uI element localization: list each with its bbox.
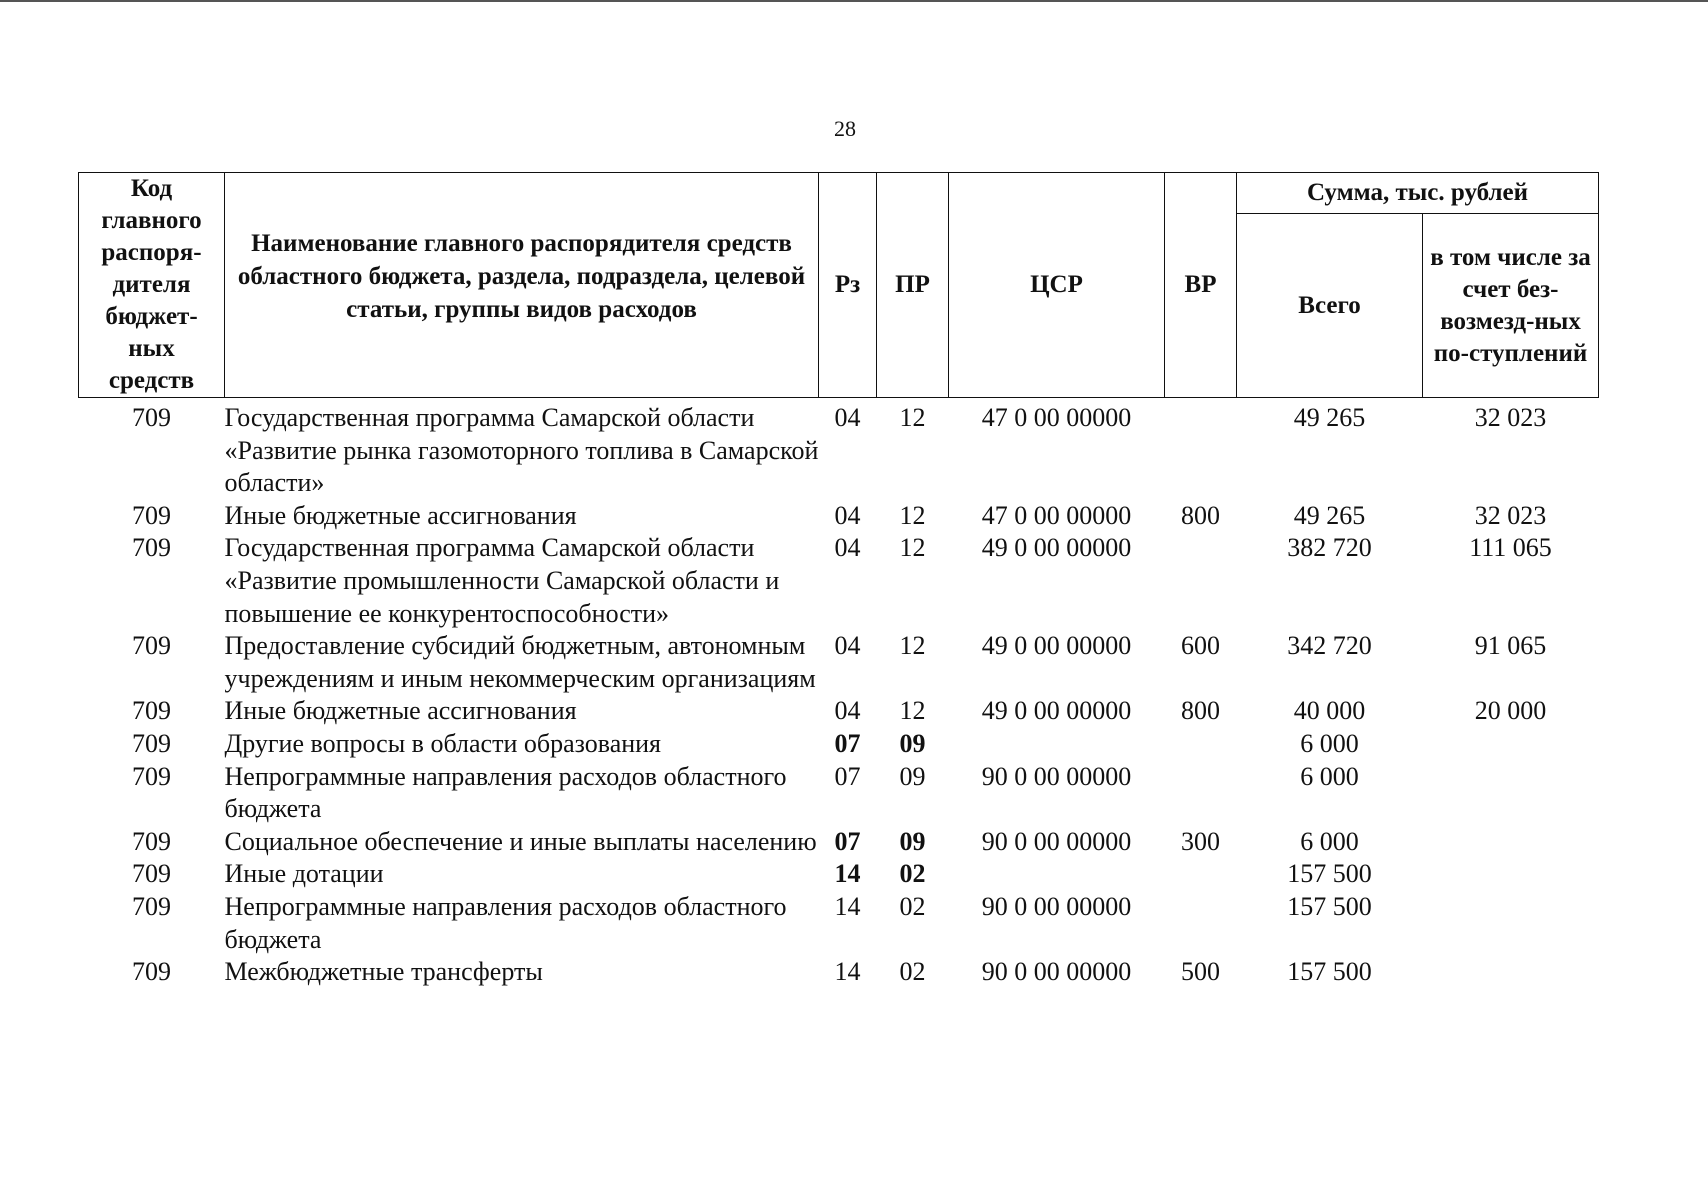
cell-pr: 02 bbox=[899, 859, 926, 889]
cell-rz: 04 bbox=[834, 500, 861, 530]
header-name: Наименование главного распорядителя средств областного бюджета, раздела, подраздела, целевой статьи, группы видов расходов bbox=[225, 173, 819, 398]
table-row bbox=[79, 500, 1599, 533]
cell-vr: 800 bbox=[1181, 696, 1220, 726]
cell-total: 6 000 bbox=[1300, 826, 1359, 856]
cell-vr bbox=[1165, 858, 1237, 891]
cell-csr: 49 0 00 00000 bbox=[981, 631, 1132, 661]
header-rz: Рз bbox=[819, 173, 877, 398]
cell-code: 709 bbox=[132, 631, 171, 661]
table-row bbox=[79, 761, 1599, 826]
cell-csr: 47 0 00 00000 bbox=[981, 500, 1132, 530]
cell-name: Иные дотации bbox=[224, 859, 384, 889]
cell-grant bbox=[1423, 956, 1599, 989]
cell-name: Социальное обеспечение и иные выплаты населению bbox=[224, 826, 817, 856]
cell-pr: 12 bbox=[899, 403, 926, 432]
cell-csr bbox=[949, 728, 1165, 761]
cell-total: 342 720 bbox=[1287, 631, 1372, 661]
cell-vr bbox=[1165, 891, 1237, 956]
cell-csr: 90 0 00 00000 bbox=[981, 891, 1132, 921]
table-row bbox=[79, 728, 1599, 761]
cell-vr: 300 bbox=[1181, 826, 1220, 856]
cell-total: 157 500 bbox=[1287, 957, 1372, 987]
cell-code: 709 bbox=[132, 500, 171, 530]
header-pr: ПР bbox=[877, 173, 949, 398]
cell-pr: 09 bbox=[899, 761, 926, 791]
cell-code: 709 bbox=[132, 533, 171, 563]
cell-csr: 49 0 00 00000 bbox=[981, 533, 1132, 563]
cell-pr: 02 bbox=[899, 957, 926, 987]
cell-grant: 32 023 bbox=[1474, 500, 1547, 530]
table-row bbox=[79, 532, 1599, 630]
cell-total: 6 000 bbox=[1300, 728, 1359, 758]
cell-name: Предоставление субсидий бюджетным, автономным учреждениям и иным некоммерческим организациям bbox=[224, 631, 816, 693]
cell-code: 709 bbox=[132, 728, 171, 758]
cell-pr: 12 bbox=[899, 533, 926, 563]
cell-rz: 04 bbox=[834, 696, 861, 726]
cell-total: 157 500 bbox=[1287, 891, 1372, 921]
cell-grant bbox=[1423, 858, 1599, 891]
cell-csr bbox=[949, 858, 1165, 891]
cell-rz: 07 bbox=[834, 826, 861, 856]
cell-total: 6 000 bbox=[1300, 761, 1359, 791]
cell-vr: 600 bbox=[1181, 631, 1220, 661]
cell-grant: 91 065 bbox=[1474, 631, 1547, 661]
cell-vr bbox=[1165, 398, 1237, 500]
table-row bbox=[79, 630, 1599, 695]
header-grant: в том числе за счет без-возмезд-ных по-ступлений bbox=[1423, 214, 1599, 398]
cell-name: Непрограммные направления расходов областного бюджета bbox=[224, 891, 787, 954]
cell-rz: 04 bbox=[834, 533, 861, 563]
cell-csr: 47 0 00 00000 bbox=[981, 403, 1132, 432]
table-row bbox=[79, 956, 1599, 989]
cell-pr: 12 bbox=[899, 631, 926, 661]
table-row bbox=[79, 891, 1599, 956]
cell-vr bbox=[1165, 532, 1237, 630]
cell-pr: 12 bbox=[899, 696, 926, 726]
cell-rz: 14 bbox=[834, 859, 861, 889]
table-row bbox=[79, 398, 1599, 500]
cell-csr: 90 0 00 00000 bbox=[981, 826, 1132, 856]
cell-pr: 09 bbox=[899, 826, 926, 856]
budget-table bbox=[78, 172, 1599, 989]
cell-grant: 20 000 bbox=[1474, 696, 1547, 726]
table-row bbox=[79, 858, 1599, 891]
header-total: Всего bbox=[1237, 214, 1423, 398]
cell-name: Государственная программа Самарской области «Развитие промышленности Самарской области и повышение ее конкурентоспособности» bbox=[224, 533, 780, 628]
cell-code: 709 bbox=[132, 826, 171, 856]
table-row bbox=[79, 695, 1599, 728]
cell-total: 382 720 bbox=[1287, 533, 1372, 563]
cell-vr: 500 bbox=[1181, 957, 1220, 987]
cell-code: 709 bbox=[132, 957, 171, 987]
header-code: Код главного распоря-дителя бюджет-ных средств bbox=[79, 173, 225, 398]
cell-name: Непрограммные направления расходов областного бюджета bbox=[224, 761, 787, 824]
cell-pr: 12 bbox=[899, 500, 926, 530]
cell-code: 709 bbox=[132, 403, 171, 432]
cell-pr: 02 bbox=[899, 891, 926, 921]
cell-rz: 14 bbox=[834, 891, 861, 921]
cell-code: 709 bbox=[132, 859, 171, 889]
cell-csr: 49 0 00 00000 bbox=[981, 696, 1132, 726]
cell-csr: 90 0 00 00000 bbox=[981, 761, 1132, 791]
table-row bbox=[79, 826, 1599, 859]
header-vr: ВР bbox=[1165, 173, 1237, 398]
cell-vr bbox=[1165, 761, 1237, 826]
top-rule bbox=[0, 0, 1708, 2]
table-header bbox=[79, 173, 1599, 398]
cell-grant bbox=[1423, 761, 1599, 826]
cell-rz: 04 bbox=[834, 631, 861, 661]
cell-code: 709 bbox=[132, 891, 171, 921]
cell-total: 40 000 bbox=[1293, 696, 1366, 726]
cell-grant bbox=[1423, 728, 1599, 761]
cell-total: 157 500 bbox=[1287, 859, 1372, 889]
header-sum: Сумма, тыс. рублей bbox=[1237, 173, 1599, 214]
cell-name: Другие вопросы в области образования bbox=[224, 728, 662, 758]
cell-rz: 04 bbox=[834, 403, 861, 432]
page-number: 28 bbox=[834, 116, 856, 141]
cell-vr bbox=[1165, 728, 1237, 761]
table-body bbox=[79, 398, 1599, 989]
cell-rz: 07 bbox=[834, 728, 861, 758]
cell-pr: 09 bbox=[899, 728, 926, 758]
cell-code: 709 bbox=[132, 696, 171, 726]
cell-rz: 14 bbox=[834, 957, 861, 987]
cell-vr: 800 bbox=[1181, 500, 1220, 530]
cell-grant: 111 065 bbox=[1469, 533, 1552, 563]
header-csr: ЦСР bbox=[949, 173, 1165, 398]
cell-name: Иные бюджетные ассигнования bbox=[224, 696, 577, 726]
cell-code: 709 bbox=[132, 761, 171, 791]
cell-rz: 07 bbox=[834, 761, 861, 791]
cell-grant: 32 023 bbox=[1474, 403, 1547, 432]
cell-total: 49 265 bbox=[1293, 500, 1366, 530]
cell-name: Иные бюджетные ассигнования bbox=[224, 500, 577, 530]
cell-csr: 90 0 00 00000 bbox=[981, 957, 1132, 987]
cell-name: Государственная программа Самарской области «Развитие рынка газомоторного топлива в Самарской области» bbox=[224, 403, 819, 498]
cell-total: 49 265 bbox=[1293, 403, 1366, 432]
cell-grant bbox=[1423, 891, 1599, 956]
cell-grant bbox=[1423, 826, 1599, 859]
cell-name: Межбюджетные трансферты bbox=[224, 957, 543, 987]
